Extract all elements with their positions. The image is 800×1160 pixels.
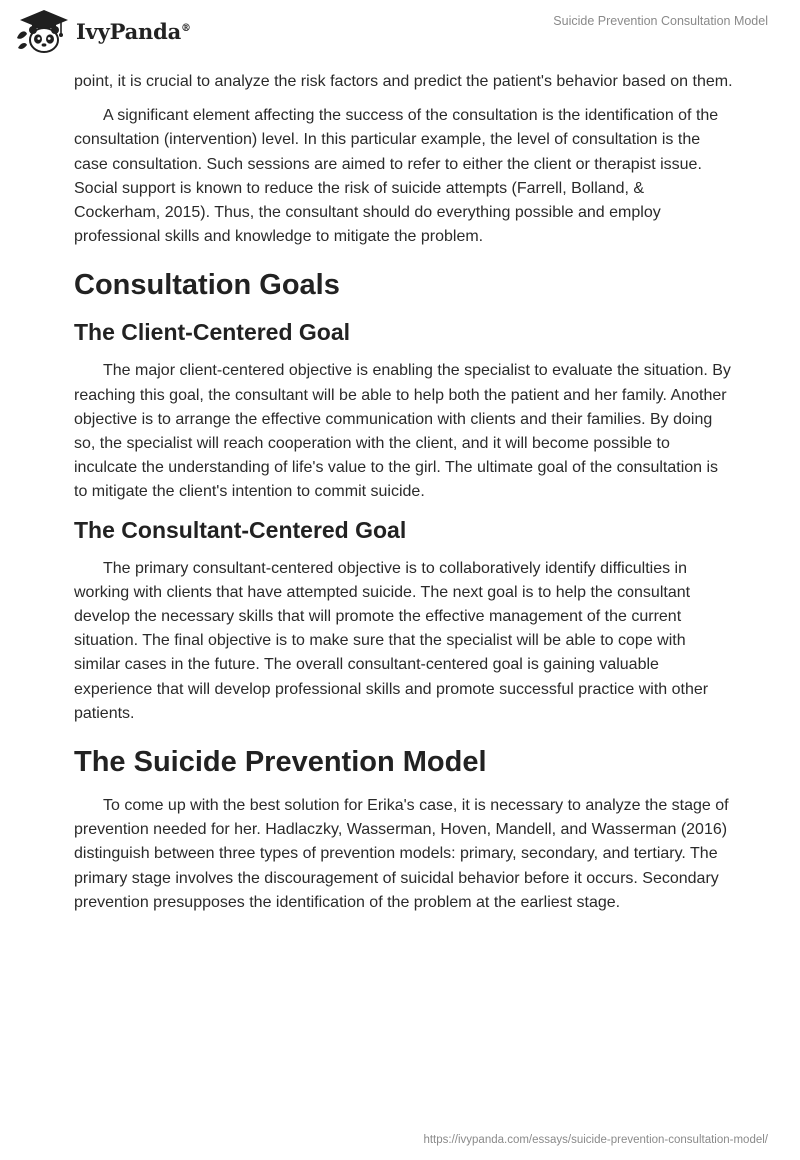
paragraph-client-goal: The major client-centered objective is enabling the specialist to evaluate the situation. By reaching this goal, the consultant will be able to help both the patient and her family. Another objective is to arrange the effective communication with clients and their families. By doing so, the specialist will reach cooperation with the client, and it will become possible to inculcate the understanding of life's value to the girl. The ultimate goal of the consultation is to mitigate the client's intention to commit suicide. (74, 362, 731, 501)
heading-consultation-goals: Consultation Goals (74, 269, 340, 302)
paragraph-consultation-level: A significant element affecting the success of the consultation is the identification of the consultation (intervention) level. In this particular example, the level of consultation is the case consultation. Such sessions are aimed to refer to either the client or therapist issue. Social support is known to reduce the risk of suicide attempts (Farrell, Bolland, & Cockerham, 2015). Thus, the consultant should do everything possible and employ professional skills and knowledge to mitigate the problem. (74, 107, 719, 246)
subheading-consultant-centered-goal: The Consultant-Centered Goal (74, 516, 407, 543)
essay-content (74, 70, 734, 925)
subheading-client-centered-goal: The Client-Centered Goal (74, 319, 351, 346)
source-url[interactable]: https://ivypanda.com/essays/suicide-prevention-consultation-model/ (423, 1134, 768, 1146)
panda-graduate-icon[interactable] (14, 8, 70, 54)
paragraph-continuation: point, it is crucial to analyze the risk factors and predict the patient's behavior based on them. (74, 73, 733, 90)
paragraph-prevention-model: To come up with the best solution for Erika's case, it is necessary to analyze the stage of prevention needed for her. Hadlaczky, Wasserman, Hoven, Mandell, and Wasserman (2016) distinguish between three types of prevention models: primary, secondary, and tertiary. The primary stage involves the discouragement of suicidal behavior before it occurs. Secondary prevention presupposes the identification of the problem at the earliest stage. (74, 797, 729, 911)
page-header (0, 0, 800, 60)
paragraph-consultant-goal: The primary consultant-centered objective is to collaboratively identify difficulties in working with clients that have attempted suicide. The next goal is to help the consultant develop the necessary skills that will promote the effective management of the current situation. The final objective is to make sure that the specialist will be able to cope with similar cases in the future. The overall consultant-centered goal is gaining valuable experience that will develop professional skills and promote successful practice with other patients. (74, 559, 709, 722)
document-title: Suicide Prevention Consultation Model (553, 14, 768, 28)
brand-name[interactable] (76, 19, 191, 44)
registered-mark: ® (181, 23, 191, 34)
heading-suicide-prevention-model: The Suicide Prevention Model (74, 746, 487, 779)
brand-text: IvyPanda (76, 19, 182, 44)
